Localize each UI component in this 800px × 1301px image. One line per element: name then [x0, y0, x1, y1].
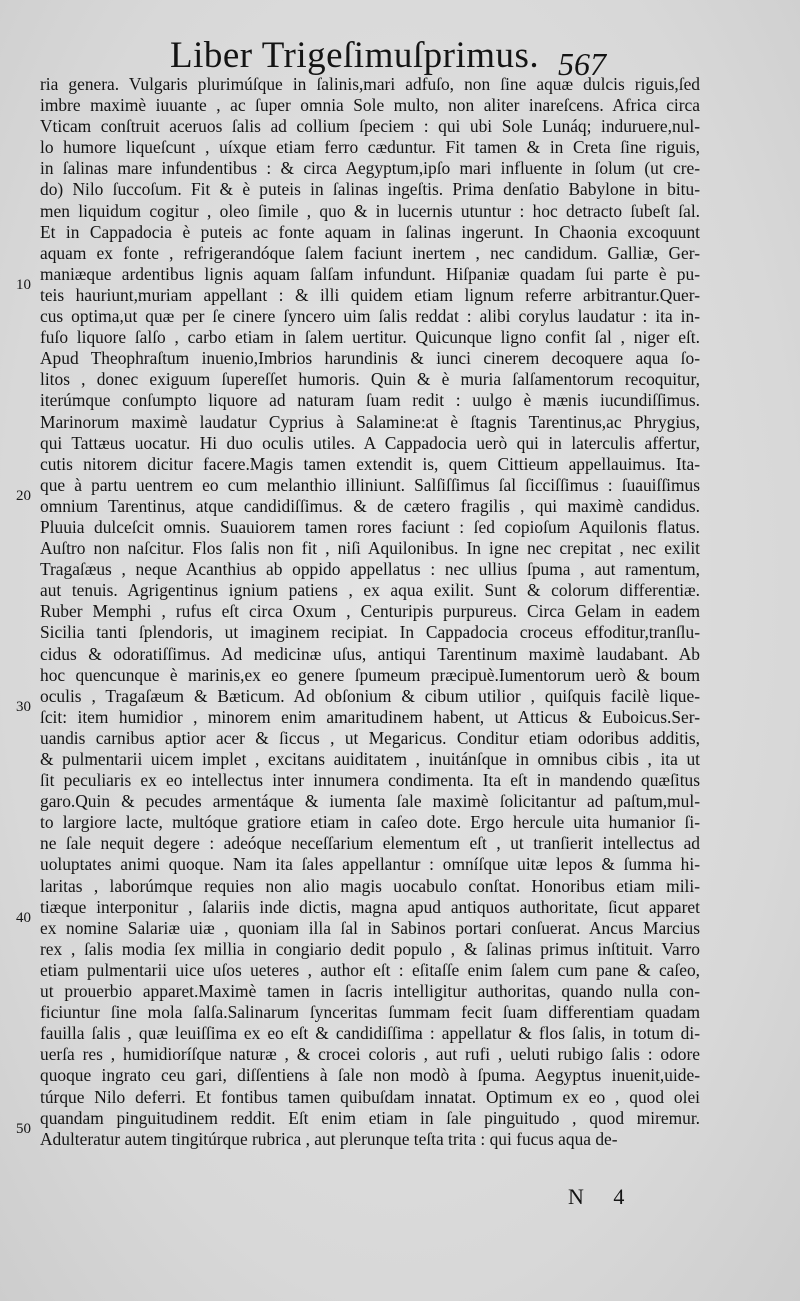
text-line: Apud Theophraſtum inuenio,Imbrios harundinis & iunci cinerem decoquere aqua ſo-	[40, 348, 700, 369]
text-line: aut tenuis. Agrigentinus ignium patiens , ex aqua exilit. Sunt & colorum differentiæ.	[40, 580, 700, 601]
line-number-30: 30	[16, 699, 31, 715]
text-line: do) Nilo ſuccoſum. Fit & è puteis in ſalinas ingeſtis. Prima denſatio Babylone in bitu-	[40, 179, 700, 200]
text-line: laritas , laborúmque requies non alio magis uocabulo conſtat. Honoribus etiam mili-	[40, 875, 700, 896]
text-line: garo.Quin & pecudes armentáque & iumenta ſale maximè ſolicitantur ad paſtum,mul-	[40, 791, 700, 812]
text-line: ſcit: item humidior , minorem enim amaritudinem habent, ut Atticus & Euboicus.Ser-	[40, 706, 700, 727]
text-line: túrque Nilo deferri. Et fontibus tamen quibuſdam innatat. Optimum ex eo , quod olei	[40, 1086, 700, 1107]
text-line: ficiuntur ſine mola ſalſa.Salinarum ſynceritas ſummam fecit ſuam differentiam quadam	[40, 1002, 700, 1023]
text-line: Adulteratur autem tingitúrque rubrica , aut plerunque teſta trita : qui fucus aqua de-	[40, 1128, 618, 1149]
text-line: cus optima,ut quæ per ſe cinere ſyncero uim ſalis reddat : alibi corylus laudatur : ita in-	[40, 306, 700, 327]
text-line: men liquidum cogitur , oleo ſimile , quo & in lucernis utuntur : hoc detracto ſubeſt ſal.	[40, 200, 700, 221]
text-line: litos , donec exiguum ſupereſſet humoris. Quin & è muria ſalſamentorum recoquitur,	[40, 369, 700, 390]
text-line: omnium Tarentinus, atque candidiſſimus. & de cætero fragilis , qui maximè candidus.	[40, 495, 700, 516]
text-line: cidus & odoratiſſimus. Ad medicinæ uſus, antiqui Tarentinum maximè laudabant. Ab	[40, 643, 700, 664]
text-line: Tragaſæus , neque Acanthius ab oppido appellatus : nec ullius ſpuma , aut ramentum,	[40, 559, 700, 580]
text-line: Sicilia tanti ſplendoris, ut imaginem recipiat. In Cappadocia croceus effoditur,tranſlu-	[40, 622, 700, 643]
line-number-50: 50	[16, 1121, 31, 1137]
text-line: ex nomine Salariæ uiæ , quoniam illa ſal in Sabinos portari conſuerat. Ancus Marcius	[40, 917, 700, 938]
text-line: fuſo liquore ſalſo , carbo etiam in ſalem uertitur. Quicunque ligno confit ſal , niger eſt.	[40, 327, 700, 348]
text-line: lo humore liqueſcunt , uíxque etiam ferro cæduntur. Fit tamen & in Creta ſine riguis,	[40, 137, 700, 158]
body-text	[40, 74, 700, 1150]
text-line: qui Tattæus uocatur. Hi duo oculis utiles. A Cappadocia uerò qui in laterculis affertur,	[40, 432, 700, 453]
text-line: uerſa res , humidioríſque naturæ , & crocei coloris , aut rufi , ueluti rubigo ſalis : odore	[40, 1044, 700, 1065]
running-head	[0, 30, 800, 80]
text-line: quandam pinguitudinem reddit. Eſt enim etiam in ſale pinguitudo , quod miremur.	[40, 1107, 700, 1128]
text-line: Marinorum maximè laudatur Cyprius à Salamine:at è ſtagnis Tarentinus,ac Phrygius,	[40, 411, 700, 432]
text-line: hoc quencunque è marinis,ex eo genere ſpumeum præcipuè.Iumentorum uerò & boum	[40, 664, 700, 685]
line-number-40: 40	[16, 910, 31, 926]
text-line: Vticam conſtruit aceruos ſalis ad collium ſpeciem : qui ubi Sole Lunáq; induruere,nul-	[40, 116, 700, 137]
text-line: & pulmentarii uicem implet , excitans auiditatem , inuitánſque in omnibus cibis , ita ut	[40, 749, 700, 769]
running-head-title: Liber Trigeſimuſprimus.	[170, 35, 540, 76]
text-line: uoluptates animi quoque. Nam ita ſales appellantur : omníſque uitæ lepos & ſumma hi-	[40, 854, 700, 875]
text-line: ſit peculiaris ex eo intellectus inter innumera condimenta. Ita eſt in mandendo quæſitus	[40, 770, 700, 791]
text-line: tiæque interponitur , ſalariis inde dictis, magna apud antiquos authoritate, ſicut apparet	[40, 896, 700, 917]
text-line: to largiore lacte, multóque gratiore etiam in caſeo dote. Ergo hercule uita humanior ſi-	[40, 812, 700, 833]
text-line: rex , ſalis modia ſex millia in congiario dedit populo , & ſalinas primus inſtituit. Varro	[40, 938, 700, 959]
text-line: ne ſale nequit degere : adeóque neceſſarium elementum eſt , ut tranſierit intellectus ad	[40, 833, 700, 854]
text-line: imbre maximè iuuante , ac ſuper omnia Sole multo, non aliter inareſcens. Africa circa	[40, 95, 700, 116]
page-number: 567	[558, 46, 606, 82]
text-line: fauilla ſalis , quæ leuiſſima ex eo eſt & candidiſſima : appellatur & flos ſalis, in totum di-	[40, 1023, 700, 1044]
text-line: cutis nitorem dicitur facere.Magis tamen extendit is, quem Cittieum appellauimus. Ita-	[40, 453, 700, 474]
text-line: teis hauriunt,muriam appellant : & illi quidem etiam lignum referre arbitrantur.Quer-	[40, 284, 700, 305]
line-number-20: 20	[16, 488, 31, 504]
text-line: Auſtro non naſcitur. Flos ſalis non fit , niſi Aquilonibus. In igne nec crepitat , nec exilit	[40, 538, 700, 559]
text-line: ria genera. Vulgaris plurimúſque in ſalinis,mari adfuſo, non ſine aquæ dulcis riguis,ſed	[40, 74, 700, 94]
text-line: quoque ingrato ceu gari, diſſentiens à ſale non modò à ſpuma. Aegyptus inuenit,uide-	[40, 1065, 700, 1086]
text-line: ut prouerbio apparet.Maximè tamen in ſacris intelligitur authoritas, quando nulla con-	[40, 981, 700, 1002]
text-line: uandis carnibus aptior acer & ſiccus , ut Megaricus. Conditur etiam odoribus additis,	[40, 727, 700, 748]
signature-mark: N 4	[568, 1184, 637, 1209]
text-line: etiam pulmentarii uice uſos ueteres , author eſt : eſitaſſe enim ſalem cum pane & caſeo,	[40, 959, 700, 980]
text-line: que à partu uentrem eo cum melanthio illiniunt. Salſiſſimus ſal ſicciſſimus : ſuauiſſimus	[40, 474, 700, 495]
text-line: Et in Cappadocia è puteis ac fonte aquam in ſalinas ingerunt. In Chaonia excoquunt	[40, 221, 700, 242]
text-line: iterúmque conſumpto liquore ad naturam ſuam redit : uulgo è mænis iucundiſſimus.	[40, 390, 700, 411]
text-line: Pluuia dulceſcit omnis. Suauiorem tamen rores faciunt : ſed copioſum Aquilonis flatus.	[40, 516, 700, 537]
text-line: Ruber Memphi , rufus eſt circa Oxum , Centuripis purpureus. Circa Gelam in eadem	[40, 601, 700, 622]
line-number-10: 10	[16, 277, 31, 293]
text-line: aquam ex fonte , refrigerandóque ſalem faciunt inertem , nec candidum. Galliæ, Ger-	[40, 242, 700, 263]
text-line: oculis , Tragaſæum & Bæticum. Ad obſonium & cibum utilior , quiſquis facilè lique-	[40, 685, 700, 706]
text-line: in ſalinas mare infundentibus : & circa Aegyptum,ipſo mari influente in ſolum (ut cre-	[40, 158, 700, 179]
text-line: maniæque ardentibus lignis aquam ſalſam infundunt. Hiſpaniæ quadam ſui parte è pu-	[40, 263, 700, 284]
